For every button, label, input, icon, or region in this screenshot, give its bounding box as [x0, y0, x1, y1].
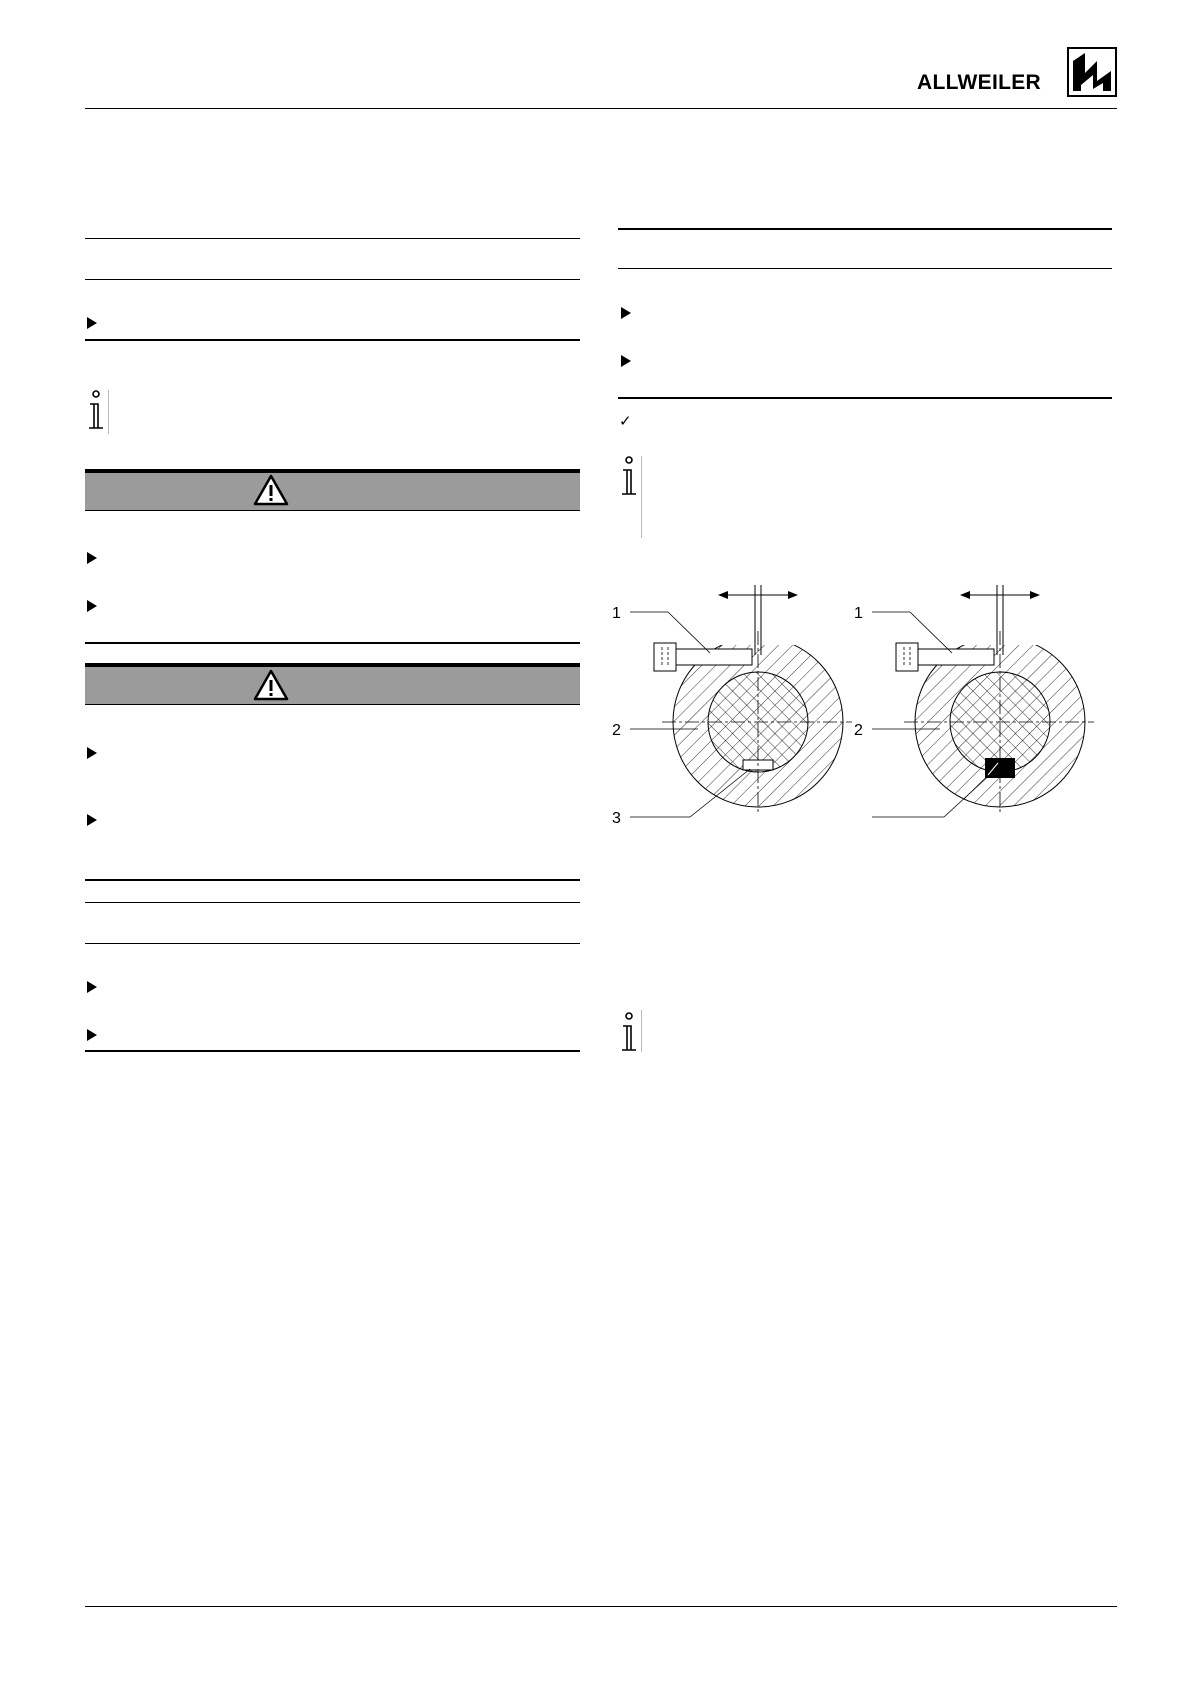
section-rule — [85, 339, 580, 341]
figure-label-2: 2 — [612, 722, 621, 739]
checkmark-icon: ✓ — [619, 412, 632, 430]
info-icon — [84, 390, 108, 434]
section-rule — [618, 268, 1112, 269]
triangle-bullet-icon — [620, 354, 632, 368]
triangle-bullet-icon — [86, 599, 98, 613]
figure-label-1: 1 — [854, 605, 863, 622]
section-rule — [85, 642, 580, 644]
section-rule — [85, 879, 580, 881]
info-icon — [617, 1012, 641, 1056]
coupling-hub-figure — [612, 585, 1112, 825]
info-icon — [617, 456, 641, 500]
triangle-bullet-icon — [86, 316, 98, 330]
figure-label-2: 2 — [854, 722, 863, 739]
info-divider — [641, 1010, 642, 1052]
footer-rule — [85, 1606, 1117, 1607]
triangle-bullet-icon — [86, 551, 98, 565]
info-divider — [641, 456, 642, 538]
section-rule — [618, 228, 1112, 230]
section-rule — [85, 1050, 580, 1052]
section-rule — [85, 238, 580, 239]
warning-bar — [85, 469, 580, 511]
figure-left-view — [612, 585, 862, 825]
triangle-bullet-icon — [86, 980, 98, 994]
warning-triangle-icon — [253, 669, 289, 701]
info-divider — [108, 390, 109, 434]
section-rule — [85, 279, 580, 280]
header-rule — [85, 108, 1117, 109]
triangle-bullet-icon — [620, 306, 632, 320]
triangle-bullet-icon — [86, 813, 98, 827]
warning-triangle-icon — [253, 474, 289, 506]
brand-name: ALLWEILER — [917, 71, 1042, 94]
section-rule — [85, 943, 580, 944]
section-rule — [85, 902, 580, 903]
allweiler-logo-icon — [1067, 47, 1117, 97]
triangle-bullet-icon — [86, 746, 98, 760]
figure-label-1: 1 — [612, 605, 621, 622]
figure-label-3: 3 — [612, 810, 621, 825]
figure-right-view — [854, 585, 1104, 817]
triangle-bullet-icon — [86, 1028, 98, 1042]
section-rule — [618, 397, 1112, 399]
warning-bar — [85, 663, 580, 705]
